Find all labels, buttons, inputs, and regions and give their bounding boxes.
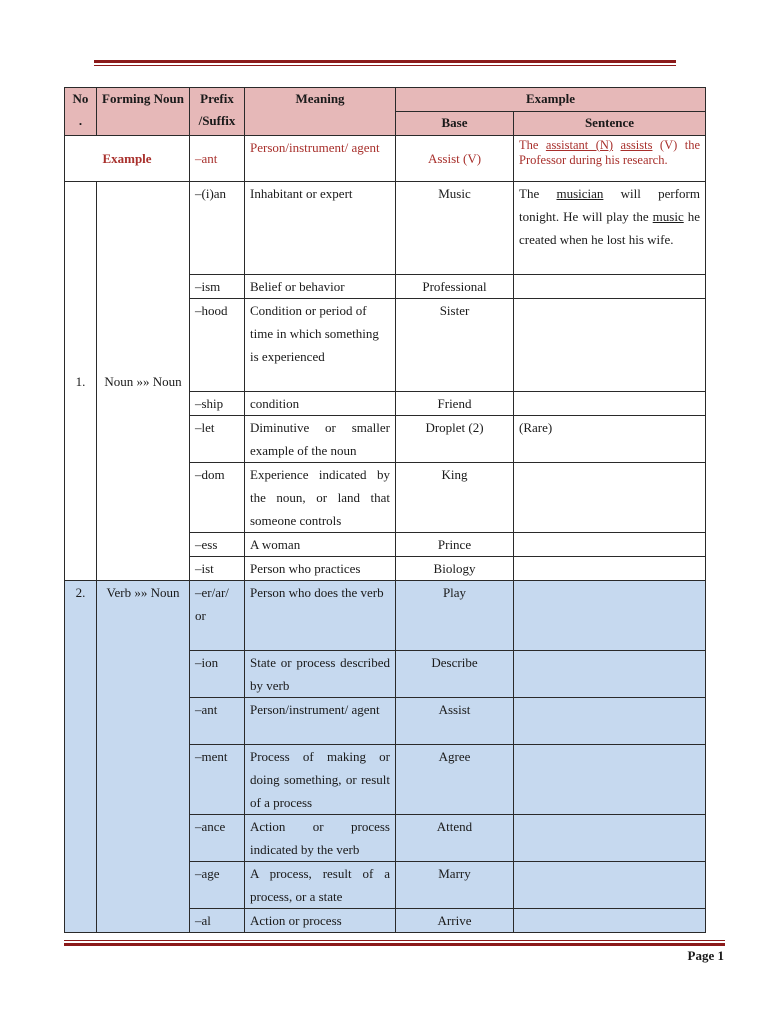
- sentence-cell: The musician will perform tonight. He will play the music he created when he lost his wife.: [514, 182, 706, 275]
- sentence-cell: [514, 815, 706, 862]
- meaning-cell: Person who practices: [245, 557, 396, 581]
- meaning-cell: State or process described by verb: [245, 651, 396, 698]
- table-row: [65, 581, 706, 651]
- meaning-cell: Experience indicated by the noun, or land that someone controls: [245, 463, 396, 533]
- footer-rule: [64, 940, 725, 948]
- suffix-cell: –ist: [190, 557, 245, 581]
- sentence-cell: [514, 533, 706, 557]
- suffix-cell: –ance: [190, 815, 245, 862]
- example-base: Assist (V): [396, 136, 514, 182]
- sentence-cell: [514, 651, 706, 698]
- meaning-cell: Diminutive or smaller example of the noun: [245, 416, 396, 463]
- meaning-cell: Person/instrument/ agent: [245, 698, 396, 745]
- sentence-cell: [514, 392, 706, 416]
- suffix-cell: –ism: [190, 275, 245, 299]
- base-cell: Marry: [396, 862, 514, 909]
- group-number: 1.: [65, 182, 97, 581]
- suffix-cell: –age: [190, 862, 245, 909]
- example-label: Example: [65, 136, 190, 182]
- base-cell: Assist: [396, 698, 514, 745]
- header-forming-noun: Forming Noun: [97, 88, 190, 136]
- base-cell: Agree: [396, 745, 514, 815]
- meaning-cell: Belief or behavior: [245, 275, 396, 299]
- base-cell: Arrive: [396, 909, 514, 933]
- base-cell: Describe: [396, 651, 514, 698]
- sentence-cell: [514, 557, 706, 581]
- meaning-cell: A process, result of a process, or a state: [245, 862, 396, 909]
- meaning-cell: condition: [245, 392, 396, 416]
- meaning-cell: Condition or period of time in which something is experienced: [245, 299, 396, 392]
- suffix-cell: –dom: [190, 463, 245, 533]
- header-sentence: Sentence: [514, 112, 706, 136]
- suffix-cell: –er/ar/ or: [190, 581, 245, 651]
- suffix-cell: –ant: [190, 698, 245, 745]
- suffix-cell: –(i)an: [190, 182, 245, 275]
- sentence-cell: [514, 275, 706, 299]
- meaning-cell: Inhabitant or expert: [245, 182, 396, 275]
- example-row: [65, 136, 706, 182]
- base-cell: Music: [396, 182, 514, 275]
- base-cell: Attend: [396, 815, 514, 862]
- meaning-cell: A woman: [245, 533, 396, 557]
- sentence-cell: [514, 299, 706, 392]
- sentence-cell: [514, 862, 706, 909]
- example-sentence: The assistant (N) assists (V) the Professor during his research.: [514, 136, 706, 182]
- base-cell: Prince: [396, 533, 514, 557]
- sentence-cell: [514, 745, 706, 815]
- group-forming: Noun »» Noun: [97, 182, 190, 581]
- suffix-table: [64, 87, 706, 933]
- sentence-cell: [514, 909, 706, 933]
- base-cell: Sister: [396, 299, 514, 392]
- suffix-cell: –hood: [190, 299, 245, 392]
- suffix-cell: –let: [190, 416, 245, 463]
- sentence-cell: (Rare): [514, 416, 706, 463]
- meaning-cell: Action or process: [245, 909, 396, 933]
- table-row: [65, 182, 706, 275]
- suffix-cell: –ment: [190, 745, 245, 815]
- base-cell: Professional: [396, 275, 514, 299]
- suffix-cell: –al: [190, 909, 245, 933]
- meaning-cell: Person who does the verb: [245, 581, 396, 651]
- header-example: Example: [396, 88, 706, 112]
- example-meaning: Person/instrument/ agent: [245, 136, 396, 182]
- base-cell: Play: [396, 581, 514, 651]
- header-rule: [94, 60, 676, 68]
- header-base: Base: [396, 112, 514, 136]
- sentence-cell: [514, 581, 706, 651]
- header-prefix-suffix: Prefix /Suffix: [190, 88, 245, 136]
- base-cell: Droplet (2): [396, 416, 514, 463]
- sentence-cell: [514, 463, 706, 533]
- suffix-cell: –ess: [190, 533, 245, 557]
- sentence-cell: [514, 698, 706, 745]
- header-meaning: Meaning: [245, 88, 396, 136]
- header-no: No .: [65, 88, 97, 136]
- meaning-cell: Process of making or doing something, or result of a process: [245, 745, 396, 815]
- meaning-cell: Action or process indicated by the verb: [245, 815, 396, 862]
- example-suffix: –ant: [190, 136, 245, 182]
- base-cell: Biology: [396, 557, 514, 581]
- group-number: 2.: [65, 581, 97, 933]
- suffix-cell: –ship: [190, 392, 245, 416]
- group-forming: Verb »» Noun: [97, 581, 190, 933]
- suffix-cell: –ion: [190, 651, 245, 698]
- base-cell: King: [396, 463, 514, 533]
- base-cell: Friend: [396, 392, 514, 416]
- page-number: Page 1: [687, 948, 724, 963]
